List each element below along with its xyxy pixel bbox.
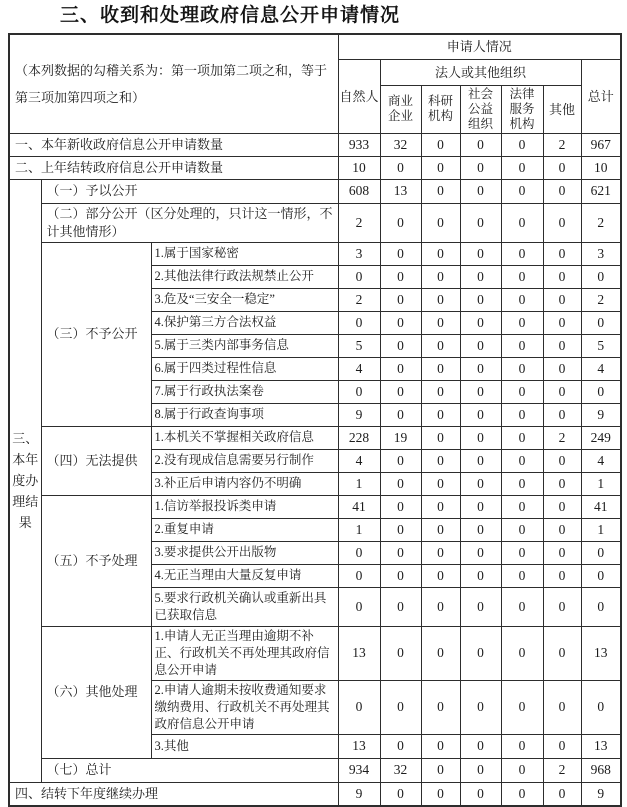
value-cell: 0 [421,758,460,782]
value-cell: 19 [380,426,421,449]
value-cell: 0 [460,357,501,380]
value-cell: 0 [543,203,581,242]
value-cell: 0 [460,518,501,541]
value-cell: 967 [581,133,621,156]
value-cell: 0 [543,472,581,495]
value-cell: 0 [460,449,501,472]
value-cell: 0 [380,495,421,518]
value-cell: 0 [581,311,621,334]
section3-vertical-label: 三、本年度办理结果 [9,179,41,782]
group-label-cell: （四）无法提供 [41,426,151,495]
value-cell: 0 [421,626,460,680]
value-cell: 0 [501,495,543,518]
value-cell: 0 [421,265,460,288]
value-cell: 0 [501,242,543,265]
value-cell: 0 [421,311,460,334]
value-cell: 0 [543,311,581,334]
value-cell: 0 [501,265,543,288]
value-cell: 0 [421,403,460,426]
value-cell: 0 [460,680,501,734]
value-cell: 2 [581,203,621,242]
value-cell: 10 [581,156,621,179]
table-row [9,626,621,680]
value-cell: 0 [421,734,460,758]
row-label-cell: （七）总计 [41,758,338,782]
value-cell: 0 [501,311,543,334]
value-cell: 0 [543,357,581,380]
header-public-welfare-org [460,85,501,133]
header-commercial-enterprise-label: 商业企业 [388,94,414,123]
value-cell: 0 [501,203,543,242]
value-cell: 41 [581,495,621,518]
table-row [9,758,621,782]
item-label-cell: 1.本机关不掌握相关政府信息 [151,426,338,449]
item-label-cell: 2.其他法律行政法规禁止公开 [151,265,338,288]
value-cell: 0 [421,495,460,518]
value-cell: 0 [460,782,501,806]
value-cell: 0 [380,357,421,380]
header-public-welfare-org-label: 社会公益组织 [468,86,494,131]
value-cell: 3 [338,242,380,265]
value-cell: 13 [581,626,621,680]
value-cell: 2 [543,133,581,156]
value-cell: 0 [543,495,581,518]
item-label-cell: 4.无正当理由大量反复申请 [151,564,338,587]
value-cell: 0 [380,449,421,472]
table-row [9,495,621,518]
value-cell: 0 [460,380,501,403]
value-cell: 0 [460,179,501,203]
value-cell: 0 [543,449,581,472]
value-cell: 5 [338,334,380,357]
value-cell: 0 [460,265,501,288]
value-cell: 0 [338,265,380,288]
value-cell: 0 [581,541,621,564]
value-cell: 0 [380,203,421,242]
value-cell: 13 [581,734,621,758]
value-cell: 0 [380,288,421,311]
item-label-cell: 3.要求提供公开出版物 [151,541,338,564]
value-cell: 0 [421,288,460,311]
row-label-cell: （二）部分公开（区分处理的，只计这一情形，不计其他情形） [41,203,338,242]
row-label-cell: 一、本年新收政府信息公开申请数量 [9,133,338,156]
value-cell: 0 [581,680,621,734]
header-legal-org-group: 法人或其他组织 [380,59,581,85]
value-cell: 621 [581,179,621,203]
value-cell: 2 [543,758,581,782]
value-cell: 0 [501,334,543,357]
value-cell: 0 [380,334,421,357]
value-cell: 0 [421,782,460,806]
value-cell: 41 [338,495,380,518]
item-label-cell: 2.申请人逾期未按收费通知要求缴纳费用、行政机关不再处理其政府信息公开申请 [151,680,338,734]
value-cell: 0 [421,587,460,626]
value-cell: 2 [543,426,581,449]
value-cell: 0 [380,626,421,680]
value-cell: 0 [421,541,460,564]
group-label-cell: （六）其他处理 [41,626,151,758]
report-page [0,4,627,804]
value-cell: 0 [501,472,543,495]
value-cell: 0 [543,265,581,288]
value-cell: 0 [380,242,421,265]
value-cell: 0 [338,564,380,587]
value-cell: 4 [338,449,380,472]
value-cell: 0 [380,587,421,626]
value-cell: 0 [543,179,581,203]
value-cell: 0 [421,680,460,734]
table-row [9,782,621,806]
value-cell: 0 [543,587,581,626]
item-label-cell: 7.属于行政执法案卷 [151,380,338,403]
header-natural-person: 自然人 [338,59,380,133]
value-cell: 0 [501,449,543,472]
value-cell: 13 [380,179,421,203]
value-cell: 0 [501,680,543,734]
item-label-cell: 3.补正后申请内容仍不明确 [151,472,338,495]
value-cell: 0 [460,495,501,518]
value-cell: 0 [380,311,421,334]
row-label-cell: （一）予以公开 [41,179,338,203]
value-cell: 2 [581,288,621,311]
value-cell: 0 [501,564,543,587]
value-cell: 0 [380,265,421,288]
value-cell: 933 [338,133,380,156]
value-cell: 0 [460,203,501,242]
value-cell: 608 [338,179,380,203]
table-row [9,203,621,242]
value-cell: 13 [338,734,380,758]
value-cell: 0 [543,564,581,587]
value-cell: 0 [380,782,421,806]
value-cell: 0 [501,156,543,179]
value-cell: 0 [380,380,421,403]
value-cell: 0 [421,203,460,242]
group-label-cell: （五）不予处理 [41,495,151,626]
item-label-cell: 1.属于国家秘密 [151,242,338,265]
header-research-institution-label: 科研机构 [428,94,454,123]
value-cell: 0 [501,518,543,541]
value-cell: 5 [581,334,621,357]
value-cell: 0 [501,734,543,758]
item-label-cell: 3.危及“三安全一稳定” [151,288,338,311]
value-cell: 228 [338,426,380,449]
value-cell: 0 [581,265,621,288]
value-cell: 1 [338,518,380,541]
value-cell: 2 [338,288,380,311]
value-cell: 0 [421,472,460,495]
value-cell: 0 [460,758,501,782]
header-applicant-group: 申请人情况 [338,34,621,59]
value-cell: 0 [501,133,543,156]
value-cell: 0 [460,541,501,564]
value-cell: 0 [501,587,543,626]
value-cell: 0 [543,518,581,541]
header-row-1 [9,34,621,59]
table-row [9,179,621,203]
value-cell: 0 [460,334,501,357]
table-row [9,133,621,156]
value-cell: 0 [421,179,460,203]
value-cell: 0 [581,380,621,403]
reconciliation-note: （本列数据的勾稽关系为：第一项加第二项之和，等于第三项加第四项之和） [9,34,338,133]
value-cell: 9 [581,782,621,806]
value-cell: 9 [338,403,380,426]
value-cell: 0 [338,311,380,334]
item-label-cell: 5.属于三类内部事务信息 [151,334,338,357]
value-cell: 0 [380,518,421,541]
header-research-institution [421,85,460,133]
value-cell: 0 [380,564,421,587]
item-label-cell: 1.申请人无正当理由逾期不补正、行政机关不再处理其政府信息公开申请 [151,626,338,680]
value-cell: 4 [581,449,621,472]
value-cell: 0 [460,242,501,265]
item-label-cell: 8.属于行政查询事项 [151,403,338,426]
value-cell: 0 [543,288,581,311]
value-cell: 3 [581,242,621,265]
value-cell: 0 [380,680,421,734]
value-cell: 0 [421,518,460,541]
header-commercial-enterprise [380,85,421,133]
header-legal-service-org-label: 法律服务机构 [509,86,535,131]
value-cell: 0 [421,449,460,472]
item-label-cell: 2.重复申请 [151,518,338,541]
value-cell: 10 [338,156,380,179]
value-cell: 0 [501,357,543,380]
value-cell: 0 [501,426,543,449]
header-other-org: 其他 [543,85,581,133]
value-cell: 0 [421,334,460,357]
value-cell: 0 [380,156,421,179]
value-cell: 0 [338,380,380,403]
value-cell: 0 [421,357,460,380]
value-cell: 0 [460,564,501,587]
header-total: 总计 [581,59,621,133]
item-label-cell: 2.没有现成信息需要另行制作 [151,449,338,472]
value-cell: 0 [421,564,460,587]
value-cell: 0 [501,179,543,203]
item-label-cell: 1.信访举报投诉类申请 [151,495,338,518]
value-cell: 0 [543,380,581,403]
value-cell: 0 [543,782,581,806]
value-cell: 0 [501,288,543,311]
value-cell: 4 [581,357,621,380]
value-cell: 32 [380,133,421,156]
value-cell: 0 [338,541,380,564]
value-cell: 9 [338,782,380,806]
item-label-cell: 3.其他 [151,734,338,758]
value-cell: 4 [338,357,380,380]
row-label-cell: 四、结转下年度继续办理 [9,782,338,806]
value-cell: 0 [421,242,460,265]
value-cell: 0 [543,626,581,680]
value-cell: 0 [501,541,543,564]
value-cell: 0 [460,734,501,758]
table-row [9,242,621,265]
value-cell: 0 [460,311,501,334]
value-cell: 0 [338,680,380,734]
value-cell: 0 [543,334,581,357]
value-cell: 0 [421,380,460,403]
table-row [9,156,621,179]
value-cell: 0 [501,626,543,680]
value-cell: 0 [421,156,460,179]
value-cell: 0 [543,541,581,564]
value-cell: 0 [460,587,501,626]
value-cell: 1 [581,472,621,495]
item-label-cell: 4.保护第三方合法权益 [151,311,338,334]
value-cell: 0 [460,426,501,449]
value-cell: 1 [581,518,621,541]
group-label-cell: （三）不予公开 [41,242,151,426]
value-cell: 1 [338,472,380,495]
value-cell: 0 [338,587,380,626]
value-cell: 0 [460,133,501,156]
value-cell: 0 [460,626,501,680]
value-cell: 0 [543,403,581,426]
header-legal-service-org [501,85,543,133]
value-cell: 13 [338,626,380,680]
value-cell: 9 [581,403,621,426]
value-cell: 0 [460,403,501,426]
value-cell: 0 [501,403,543,426]
value-cell: 0 [543,242,581,265]
value-cell: 0 [380,403,421,426]
value-cell: 0 [581,587,621,626]
value-cell: 0 [460,288,501,311]
section-title: 三、收到和处理政府信息公开申请情况 [60,5,401,26]
value-cell: 0 [501,380,543,403]
value-cell: 0 [543,734,581,758]
value-cell: 0 [543,156,581,179]
value-cell: 0 [581,564,621,587]
table-row [9,426,621,449]
value-cell: 0 [543,680,581,734]
value-cell: 32 [380,758,421,782]
value-cell: 0 [421,426,460,449]
value-cell: 0 [501,782,543,806]
value-cell: 249 [581,426,621,449]
value-cell: 934 [338,758,380,782]
value-cell: 0 [380,734,421,758]
value-cell: 0 [380,541,421,564]
item-label-cell: 5.要求行政机关确认或重新出具已获取信息 [151,587,338,626]
value-cell: 2 [338,203,380,242]
info-disclosure-table [8,33,622,807]
value-cell: 968 [581,758,621,782]
row-label-cell: 二、上年结转政府信息公开申请数量 [9,156,338,179]
value-cell: 0 [501,758,543,782]
value-cell: 0 [460,472,501,495]
value-cell: 0 [421,133,460,156]
value-cell: 0 [460,156,501,179]
value-cell: 0 [380,472,421,495]
item-label-cell: 6.属于四类过程性信息 [151,357,338,380]
